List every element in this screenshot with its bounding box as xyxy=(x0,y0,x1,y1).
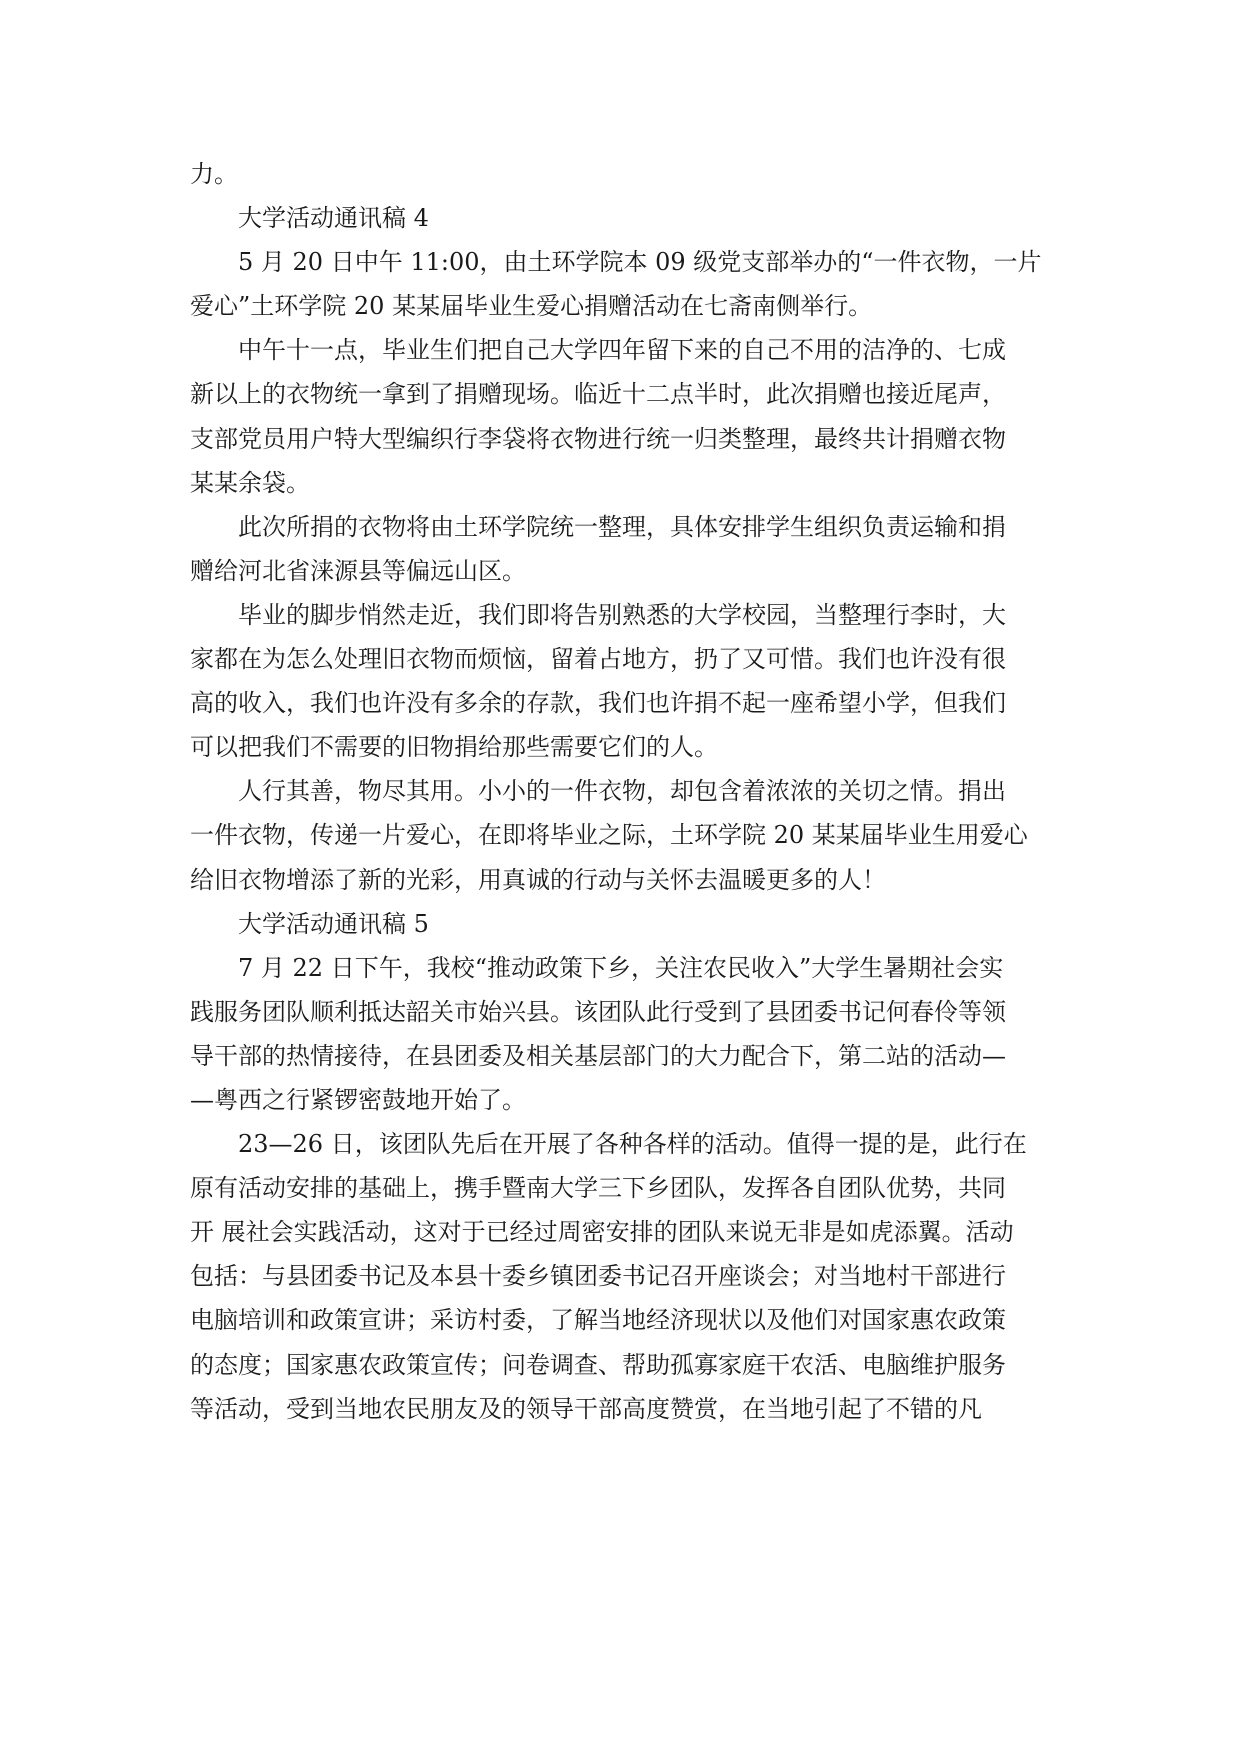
text-line: 可以把我们不需要的旧物捐给那些需要它们的人。 xyxy=(190,733,718,762)
text-line: 力。 xyxy=(190,160,238,188)
text-line: 7 月 22 日下午，我校“推动政策下乡，关注农民收入”大学生暑期社会实 xyxy=(238,953,1004,982)
text-line: 家都在为怎么处理旧衣物而烦恼，留着占地方，扔了又可惜。我们也许没有很 xyxy=(190,645,1006,674)
text-line: 23—26 日，该团队先后在开展了各种各样的活动。值得一提的是，此行在 xyxy=(238,1130,1027,1159)
body-text xyxy=(190,152,1050,1431)
text-line: 支部党员用户特大型编织行李袋将衣物进行统一归类整理，最终共计捐赠衣物 xyxy=(190,424,1006,453)
text-line: 的态度；国家惠农政策宣传；问卷调查、帮助孤寡家庭干农活、电脑维护服务 xyxy=(190,1350,1006,1379)
text-line: 毕业的脚步悄然走近，我们即将告别熟悉的大学校园，当整理行李时，大 xyxy=(238,600,1006,629)
section-heading: 大学活动通讯稿 4 xyxy=(238,204,429,233)
text-line: 此次所捐的衣物将由土环学院统一整理，具体安排学生组织负责运输和捐 xyxy=(238,512,1006,541)
text-line: 中午十一点，毕业生们把自己大学四年留下来的自己不用的洁净的、七成 xyxy=(238,336,1006,365)
text-line: 爱心”土环学院 20 某某届毕业生爱心捐赠活动在七斋南侧举行。 xyxy=(190,292,873,321)
text-line: 包括：与县团委书记及本县十委乡镇团委书记召开座谈会；对当地村干部进行 xyxy=(190,1262,1006,1291)
text-line: 新以上的衣物统一拿到了捐赠现场。临近十二点半时，此次捐赠也接近尾声， xyxy=(190,380,1006,409)
text-line: 赠给河北省涞源县等偏远山区。 xyxy=(190,556,526,585)
text-line: 人行其善，物尽其用。小小的一件衣物，却包含着浓浓的关切之情。捐出 xyxy=(238,777,1006,806)
text-line: 践服务团队顺利抵达韶关市始兴县。该团队此行受到了县团委书记何春伶等领 xyxy=(190,997,1006,1026)
text-line: 某某余袋。 xyxy=(190,468,310,497)
section-heading: 大学活动通讯稿 5 xyxy=(238,909,429,938)
text-line: 5 月 20 日中午 11:00，由土环学院本 09 级党支部举办的“一件衣物，一片 xyxy=(238,248,1042,277)
text-line: 开 展社会实践活动，这对于已经过周密安排的团队来说无非是如虎添翼。活动 xyxy=(190,1218,1014,1247)
text-line: —粤西之行紧锣密鼓地开始了。 xyxy=(190,1085,526,1114)
text-line: 一件衣物，传递一片爱心，在即将毕业之际，土环学院 20 某某届毕业生用爱心 xyxy=(190,821,1028,850)
text-line: 等活动，受到当地农民朋友及的领导干部高度赞赏，在当地引起了不错的凡 xyxy=(190,1394,982,1423)
text-line: 导干部的热情接待，在县团委及相关基层部门的大力配合下，第二站的活动— xyxy=(190,1041,1006,1070)
text-line: 原有活动安排的基础上，携手暨南大学三下乡团队，发挥各自团队优势，共同 xyxy=(190,1174,1006,1203)
text-line: 高的收入，我们也许没有多余的存款，我们也许捐不起一座希望小学，但我们 xyxy=(190,689,1006,718)
text-line: 电脑培训和政策宣讲；采访村委，了解当地经济现状以及他们对国家惠农政策 xyxy=(190,1306,1006,1335)
text-line: 给旧衣物增添了新的光彩，用真诚的行动与关怀去温暖更多的人！ xyxy=(190,865,886,894)
